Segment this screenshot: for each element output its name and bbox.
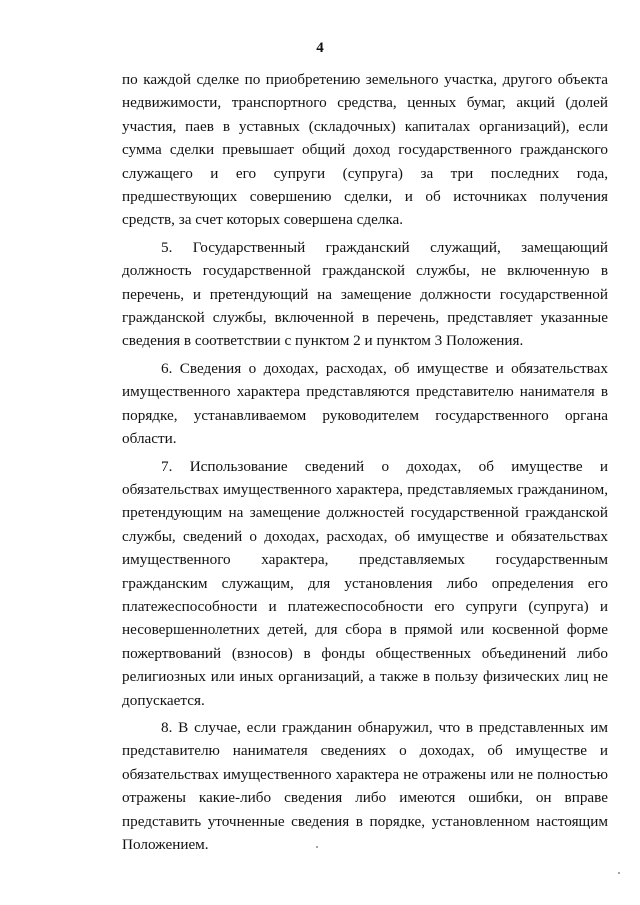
paragraph-item-6: 6. Сведения о доходах, расходах, об имуществе и обязательствах имущественного характера представляются представителю нанимателя в порядке, устанавливаемом руководителем государственного органа области. [122, 359, 608, 448]
paragraph-item-5: 5. Государственный гражданский служащий, замещающий должность государственной гражданской службы, не включенную в перечень, и претендующий на замещение должности государственной гражданской службы, включенной в перечень, представляет указанные сведения в соответствии с пунктом 2 и пунктом 3 Положения. [122, 238, 608, 350]
paragraph-item-8: 8. В случае, если гражданин обнаружил, что в представленных им представителю нанимателя сведениях о доходах, об имуществе и обязательствах имущественного характера не отражены или не полностью отражены какие-либо сведения либо имеются ошибки, он вправе представить уточненные сведения в порядке, установленном настоящим Положением. [122, 718, 608, 853]
scan-artifact-dot [316, 846, 318, 848]
page-number: 4 [316, 40, 324, 56]
paragraph-continuation: по каждой сделке по приобретению земельного участка, другого объекта недвижимости, транспортного средства, ценных бумаг, акций (долей участия, паев в уставных (складочных) капиталах организаций), если сумма сделки превышает общий доход государственного гражданского служащего и его супруги (супруга) за три последних года, предшествующих совершению сделки, и об источниках получения средств, за счет которых совершена сделка. [122, 71, 608, 229]
document-body [122, 68, 608, 860]
paragraph-item-7: 7. Использование сведений о доходах, об имуществе и обязательствах имущественного характера, представляемых гражданином, претендующим на замещение должностей государственной гражданской службы, сведений о доходах, расходах, об имуществе и обязательствах имущественного характера, представляемых государственным гражданским служащим, для установления либо определения его платежеспособности и платежеспособности его супруги (супруга) и несовершеннолетних детей, для сбора в прямой или косвенной форме пожертвований (взносов) в фонды общественных объединений либо религиозных или иных организаций, а также в пользу физических лиц не допускается. [122, 457, 608, 709]
scan-artifact-dot [618, 872, 620, 874]
